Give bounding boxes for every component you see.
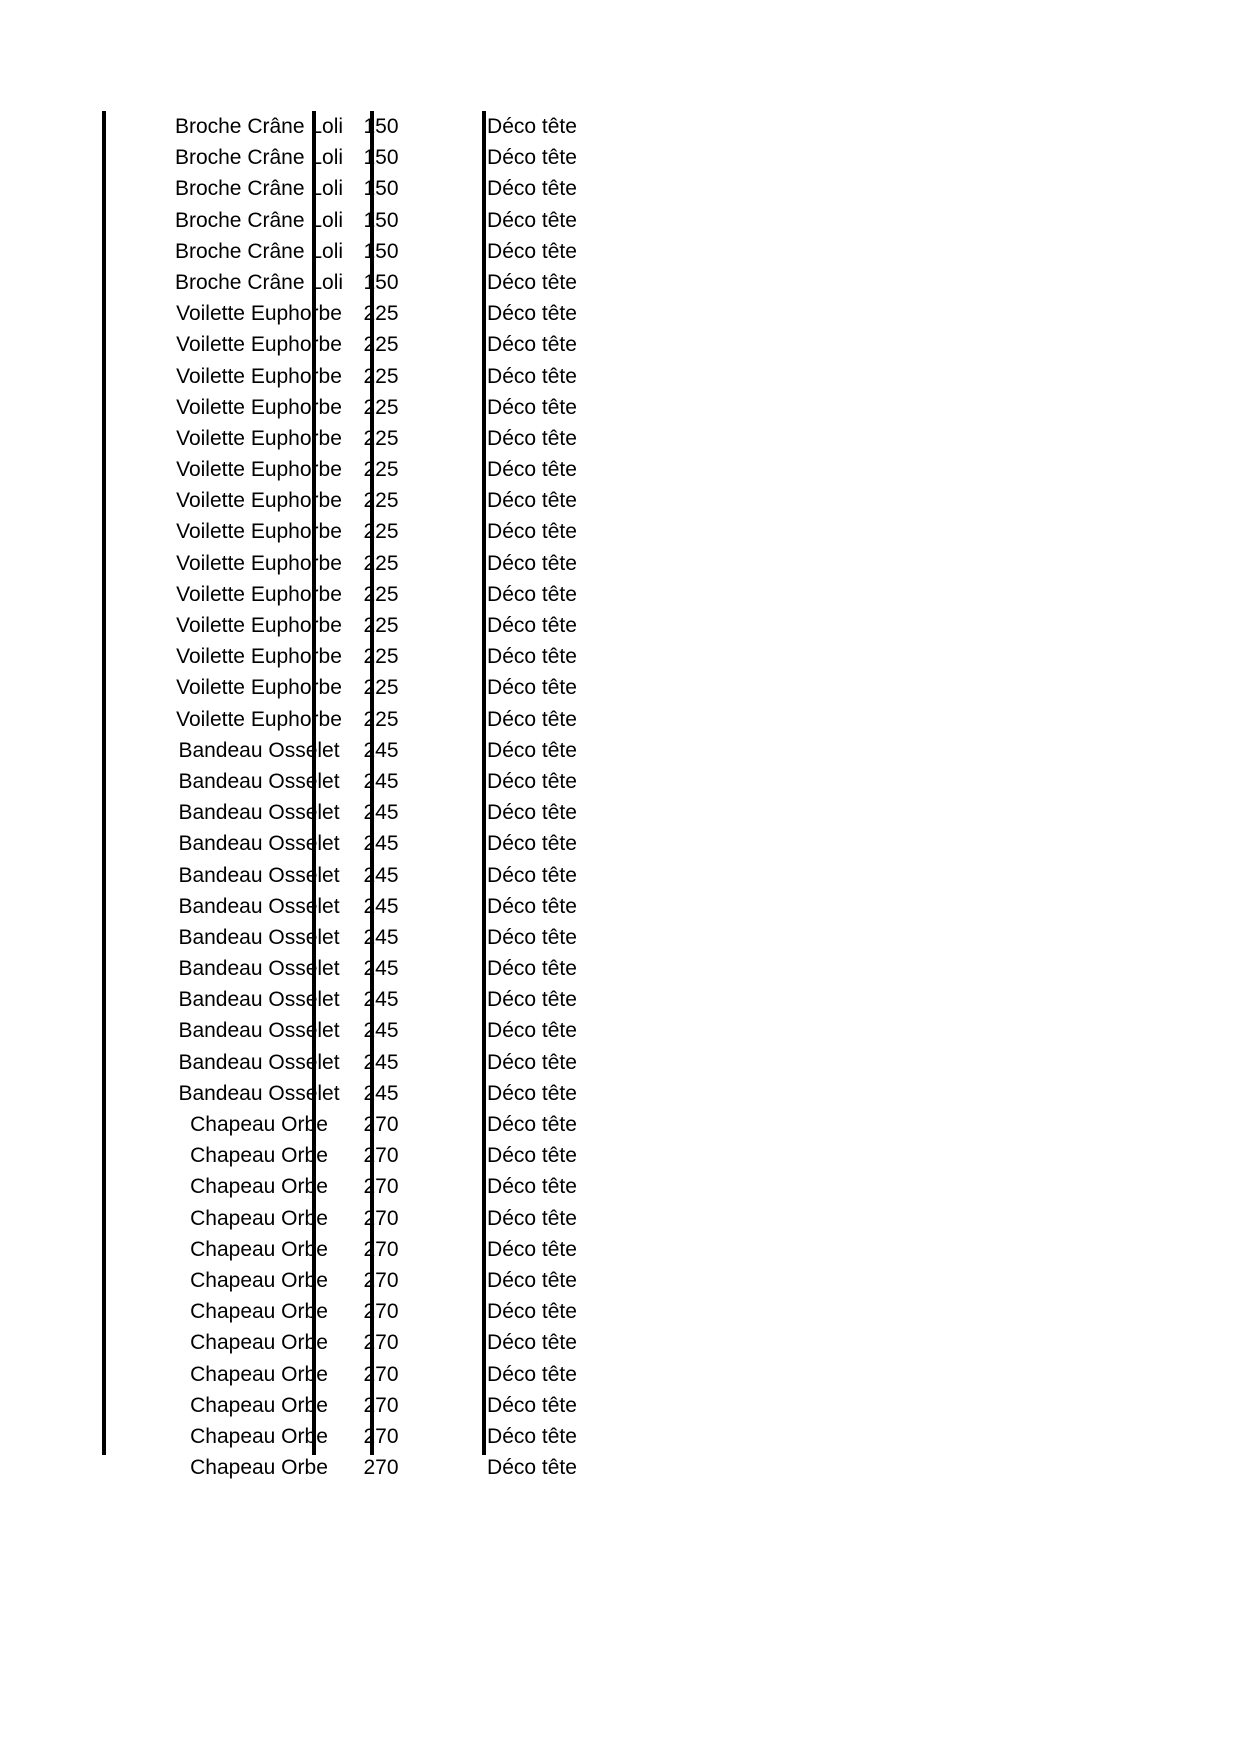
cell-price[interactable]: 270 — [363, 1456, 399, 1480]
cell-item-name[interactable]: Chapeau Orbe — [190, 1113, 328, 1136]
table-row — [102, 1140, 577, 1171]
cell-item-name[interactable]: Chapeau Orbe — [190, 1331, 328, 1355]
cell-item-name[interactable]: Chapeau Orbe — [190, 1300, 328, 1324]
cell-price[interactable]: 225 — [363, 645, 399, 669]
cell-category[interactable]: Déco tête — [487, 302, 577, 326]
cell-price[interactable]: 225 — [363, 426, 399, 450]
table-row — [102, 205, 577, 236]
cell-price[interactable]: 225 — [363, 302, 399, 326]
table-row — [102, 1265, 577, 1296]
cell-price[interactable]: 270 — [363, 1362, 399, 1386]
table-row — [102, 454, 577, 485]
table-row — [102, 1171, 577, 1202]
cell-category[interactable]: Déco tête — [487, 1113, 577, 1136]
cell-price[interactable]: 225 — [363, 458, 399, 482]
cell-price[interactable]: 245 — [363, 801, 399, 825]
cell-category[interactable]: Déco tête — [487, 925, 577, 949]
cell-price[interactable]: 225 — [363, 364, 399, 388]
cell-price[interactable]: 225 — [363, 614, 399, 637]
cell-price[interactable]: 245 — [363, 894, 399, 918]
cell-category[interactable]: Déco tête — [487, 1362, 577, 1386]
cell-price[interactable]: 245 — [363, 832, 399, 856]
cell-price[interactable]: 150 — [363, 115, 399, 138]
cell-item-name[interactable]: Voilette Euphorbe — [176, 302, 342, 326]
table-row — [102, 173, 577, 204]
cell-item-name[interactable]: Bandeau Osselet — [178, 769, 340, 793]
cell-category[interactable]: Déco tête — [487, 1268, 577, 1292]
cell-category[interactable]: Déco tête — [487, 738, 577, 762]
cell-price[interactable]: 270 — [363, 1424, 399, 1448]
cell-category[interactable]: Déco tête — [487, 1237, 577, 1261]
table-row — [102, 392, 577, 423]
cell-item-name[interactable]: Chapeau Orbe — [190, 1393, 328, 1417]
cell-category[interactable]: Déco tête — [487, 395, 577, 419]
cell-item-name[interactable]: Chapeau Orbe — [190, 1362, 328, 1386]
cell-category[interactable]: Déco tête — [487, 1175, 577, 1199]
cell-price[interactable]: 225 — [363, 489, 399, 513]
cell-item-name[interactable]: Broche Crâne Loli — [174, 115, 344, 138]
cell-item-name[interactable]: Bandeau Osselet — [178, 738, 340, 762]
cell-price[interactable]: 225 — [363, 707, 399, 731]
cell-item-name[interactable]: Voilette Euphorbe — [176, 582, 342, 606]
table-row — [102, 267, 577, 298]
cell-price[interactable]: 270 — [363, 1113, 399, 1136]
cell-category[interactable]: Déco tête — [487, 1300, 577, 1324]
cell-price[interactable]: 225 — [363, 395, 399, 419]
table-row — [102, 1390, 577, 1421]
cell-price[interactable]: 270 — [363, 1175, 399, 1199]
spreadsheet-table — [102, 111, 577, 1480]
cell-item-name[interactable]: Voilette Euphorbe — [176, 364, 342, 388]
cell-category[interactable]: Déco tête — [487, 489, 577, 513]
cell-category[interactable]: Déco tête — [487, 364, 577, 388]
cell-item-name[interactable]: Voilette Euphorbe — [176, 645, 342, 669]
cell-price[interactable]: 270 — [363, 1206, 399, 1230]
cell-category[interactable]: Déco tête — [487, 1424, 577, 1448]
cell-item-name[interactable]: Chapeau Orbe — [190, 1424, 328, 1448]
cell-price[interactable]: 150 — [363, 239, 399, 263]
cell-price[interactable]: 270 — [363, 1393, 399, 1417]
cell-category[interactable]: Déco tête — [487, 115, 577, 138]
cell-item-name[interactable]: Voilette Euphorbe — [176, 614, 342, 637]
cell-price[interactable]: 225 — [363, 520, 399, 544]
cell-category[interactable]: Déco tête — [487, 1206, 577, 1230]
cell-category[interactable]: Déco tête — [487, 832, 577, 856]
cell-category[interactable]: Déco tête — [487, 988, 577, 1012]
cell-category[interactable]: Déco tête — [487, 1081, 577, 1105]
cell-item-name[interactable]: Voilette Euphorbe — [176, 551, 342, 575]
cell-category[interactable]: Déco tête — [487, 1144, 577, 1168]
cell-item-name[interactable]: Bandeau Osselet — [178, 957, 340, 981]
cell-price[interactable]: 270 — [363, 1144, 399, 1168]
cell-category[interactable]: Déco tête — [487, 707, 577, 731]
table-row — [102, 1109, 577, 1140]
cell-category[interactable]: Déco tête — [487, 208, 577, 232]
table-row — [102, 860, 577, 891]
cell-price[interactable]: 270 — [363, 1268, 399, 1292]
cell-category[interactable]: Déco tête — [487, 894, 577, 918]
cell-price[interactable]: 225 — [363, 333, 399, 357]
cell-item-name[interactable]: Chapeau Orbe — [190, 1456, 328, 1480]
table-row — [102, 1234, 577, 1265]
cell-price[interactable]: 245 — [363, 925, 399, 949]
cell-category[interactable]: Déco tête — [487, 551, 577, 575]
cell-item-name[interactable]: Chapeau Orbe — [190, 1237, 328, 1261]
cell-price[interactable]: 225 — [363, 551, 399, 575]
cell-category[interactable]: Déco tête — [487, 239, 577, 263]
cell-category[interactable]: Déco tête — [487, 1019, 577, 1043]
cell-category[interactable]: Déco tête — [487, 520, 577, 544]
table-row — [102, 516, 577, 547]
table-row — [102, 1078, 577, 1109]
cell-item-name[interactable]: Broche Crâne Loli — [174, 208, 344, 232]
table-row — [102, 641, 577, 672]
cell-item-name[interactable]: Voilette Euphorbe — [176, 426, 342, 450]
cell-category[interactable]: Déco tête — [487, 1331, 577, 1355]
cell-category[interactable]: Déco tête — [487, 957, 577, 981]
cell-item-name[interactable]: Bandeau Osselet — [178, 988, 340, 1012]
cell-item-name[interactable]: Bandeau Osselet — [178, 801, 340, 825]
cell-item-name[interactable]: Bandeau Osselet — [178, 894, 340, 918]
cell-price[interactable]: 150 — [363, 177, 399, 201]
table-row — [102, 1359, 577, 1390]
cell-category[interactable]: Déco tête — [487, 645, 577, 669]
cell-category[interactable]: Déco tête — [487, 769, 577, 793]
cell-item-name[interactable]: Bandeau Osselet — [178, 925, 340, 949]
table-row — [102, 1421, 577, 1452]
table-row — [102, 704, 577, 735]
table-row — [102, 984, 577, 1015]
cell-price[interactable]: 225 — [363, 676, 399, 700]
cell-category[interactable]: Déco tête — [487, 426, 577, 450]
cell-price[interactable]: 245 — [363, 738, 399, 762]
table-row — [102, 922, 577, 953]
cell-price[interactable]: 245 — [363, 988, 399, 1012]
cell-item-name[interactable]: Broche Crâne Loli — [174, 146, 344, 170]
cell-price[interactable]: 270 — [363, 1237, 399, 1261]
table-row — [102, 1015, 577, 1046]
cell-item-name[interactable]: Broche Crâne Loli — [174, 270, 344, 294]
table-row — [102, 548, 577, 579]
table-row — [102, 672, 577, 703]
table-row — [102, 735, 577, 766]
cell-item-name[interactable]: Chapeau Orbe — [190, 1175, 328, 1199]
cell-item-name[interactable]: Broche Crâne Loli — [174, 239, 344, 263]
cell-price[interactable]: 270 — [363, 1331, 399, 1355]
cell-category[interactable]: Déco tête — [487, 458, 577, 482]
cell-category[interactable]: Déco tête — [487, 146, 577, 170]
cell-item-name[interactable]: Voilette Euphorbe — [176, 489, 342, 513]
cell-category[interactable]: Déco tête — [487, 1393, 577, 1417]
cell-category[interactable]: Déco tête — [487, 270, 577, 294]
cell-category[interactable]: Déco tête — [487, 614, 577, 637]
cell-item-name[interactable]: Chapeau Orbe — [190, 1144, 328, 1168]
table-row — [102, 891, 577, 922]
cell-item-name[interactable]: Bandeau Osselet — [178, 863, 340, 887]
cell-item-name[interactable]: Broche Crâne Loli — [174, 177, 344, 201]
cell-price[interactable]: 245 — [363, 957, 399, 981]
cell-item-name[interactable]: Voilette Euphorbe — [176, 676, 342, 700]
cell-category[interactable]: Déco tête — [487, 801, 577, 825]
table-row — [102, 1203, 577, 1234]
cell-category[interactable]: Déco tête — [487, 676, 577, 700]
cell-price[interactable]: 150 — [363, 208, 399, 232]
table-row — [102, 1327, 577, 1358]
cell-item-name[interactable]: Bandeau Osselet — [178, 1050, 340, 1074]
cell-price[interactable]: 245 — [363, 1019, 399, 1043]
table-row — [102, 1047, 577, 1078]
cell-price[interactable]: 150 — [363, 146, 399, 170]
cell-item-name[interactable]: Bandeau Osselet — [178, 1081, 340, 1105]
cell-item-name[interactable]: Voilette Euphorbe — [176, 333, 342, 357]
table-body — [102, 111, 577, 1483]
cell-category[interactable]: Déco tête — [487, 177, 577, 201]
table-row — [102, 111, 577, 142]
table-row — [102, 361, 577, 392]
cell-item-name[interactable]: Voilette Euphorbe — [176, 707, 342, 731]
cell-category[interactable]: Déco tête — [487, 582, 577, 606]
table-row — [102, 1452, 577, 1483]
cell-price[interactable]: 225 — [363, 582, 399, 606]
table-row — [102, 797, 577, 828]
table-row — [102, 828, 577, 859]
table-row — [102, 329, 577, 360]
cell-category[interactable]: Déco tête — [487, 1050, 577, 1074]
cell-price[interactable]: 245 — [363, 769, 399, 793]
cell-category[interactable]: Déco tête — [487, 1456, 577, 1480]
table-row — [102, 610, 577, 641]
cell-price[interactable]: 150 — [363, 270, 399, 294]
cell-price[interactable]: 270 — [363, 1300, 399, 1324]
cell-item-name[interactable]: Chapeau Orbe — [190, 1206, 328, 1230]
cell-category[interactable]: Déco tête — [487, 863, 577, 887]
table-row — [102, 1296, 577, 1327]
table-row — [102, 953, 577, 984]
table-row — [102, 766, 577, 797]
cell-item-name[interactable]: Bandeau Osselet — [178, 1019, 340, 1043]
table-row — [102, 298, 577, 329]
cell-item-name[interactable]: Voilette Euphorbe — [176, 520, 342, 544]
table-row — [102, 142, 577, 173]
table-row — [102, 485, 577, 516]
cell-item-name[interactable]: Voilette Euphorbe — [176, 458, 342, 482]
cell-price[interactable]: 245 — [363, 863, 399, 887]
cell-item-name[interactable]: Voilette Euphorbe — [176, 395, 342, 419]
table-row — [102, 423, 577, 454]
cell-item-name[interactable]: Chapeau Orbe — [190, 1268, 328, 1292]
table-row — [102, 579, 577, 610]
cell-price[interactable]: 245 — [363, 1081, 399, 1105]
table-row — [102, 236, 577, 267]
cell-category[interactable]: Déco tête — [487, 333, 577, 357]
cell-item-name[interactable]: Bandeau Osselet — [178, 832, 340, 856]
cell-price[interactable]: 245 — [363, 1050, 399, 1074]
